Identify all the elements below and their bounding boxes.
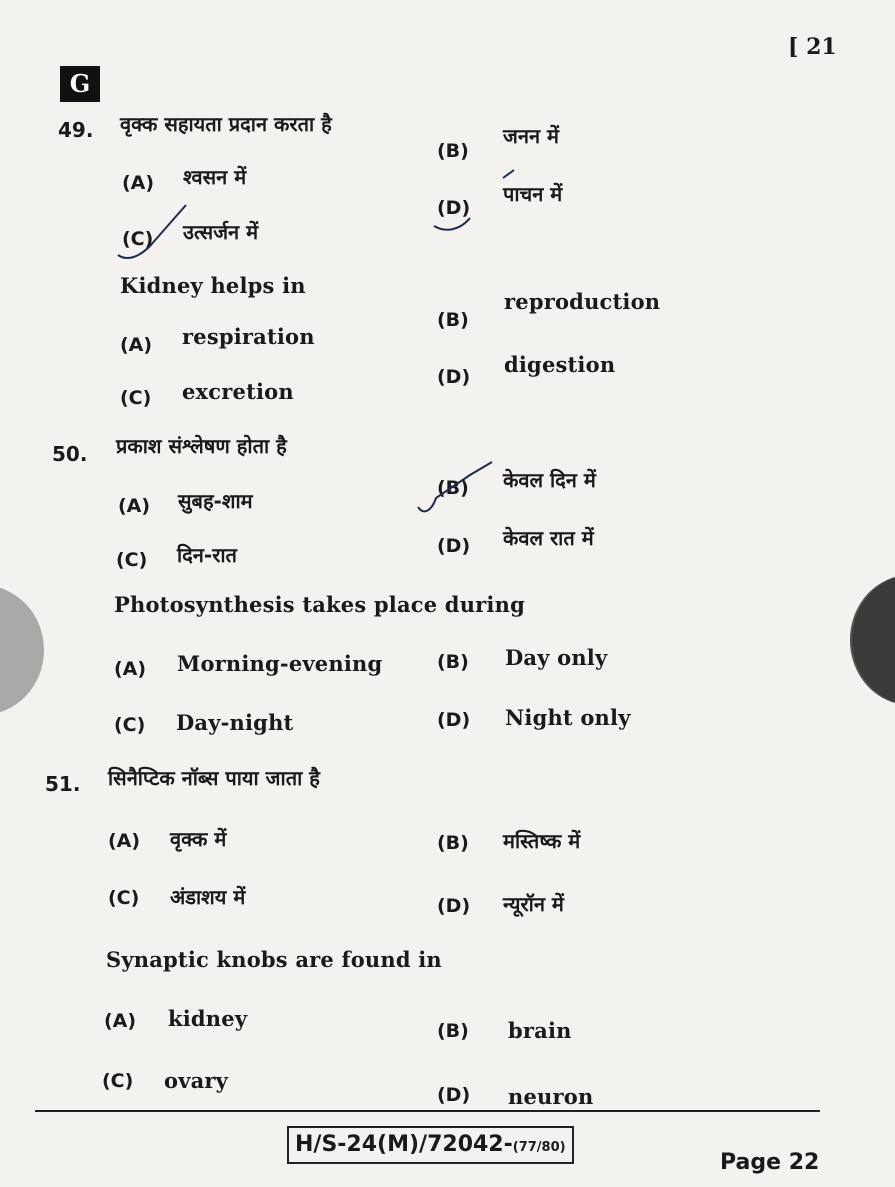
option-text: उत्सर्जन में — [183, 220, 259, 244]
footer-rule — [35, 1110, 820, 1112]
paper-code — [287, 1126, 574, 1164]
option-key: (D) — [437, 895, 471, 917]
option-key: (B) — [437, 309, 469, 331]
option-text: पाचन में — [503, 182, 563, 206]
section-badge: G — [60, 66, 100, 102]
tick-mark-q49-d — [434, 218, 470, 230]
option-text: digestion — [504, 352, 616, 377]
question-number: 50. — [52, 442, 88, 466]
option-text: न्यूरॉन में — [503, 892, 564, 916]
option-text: excretion — [182, 379, 294, 404]
option-text: reproduction — [504, 289, 661, 314]
option-text: मस्तिष्क में — [503, 829, 581, 853]
option-key: (B) — [437, 477, 469, 499]
question-prompt-hindi: प्रकाश संश्लेषण होता है — [116, 434, 287, 458]
option-key: (A) — [108, 830, 141, 852]
option-text: neuron — [508, 1084, 594, 1109]
page-number: Page 22 — [720, 1150, 820, 1175]
option-key: (D) — [437, 535, 471, 557]
option-key: (C) — [116, 549, 148, 571]
paper-code-suffix: (77/80) — [512, 1140, 566, 1155]
option-text: Night only — [505, 705, 631, 730]
question-prompt-english: Synaptic knobs are found in — [106, 947, 442, 972]
option-key: (A) — [104, 1010, 137, 1032]
question-prompt-hindi: सिनैप्टिक नॉब्स पाया जाता है — [108, 766, 320, 790]
option-text: brain — [508, 1018, 572, 1043]
option-key: (B) — [437, 140, 469, 162]
option-text: अंडाशय में — [170, 885, 246, 909]
option-text: केवल रात में — [503, 526, 594, 550]
option-key: (C) — [120, 387, 152, 409]
option-key: (C) — [122, 228, 154, 250]
option-key: (C) — [108, 887, 140, 909]
option-text: श्वसन में — [183, 165, 247, 189]
option-key: (A) — [114, 658, 147, 680]
option-text: वृक्क में — [170, 827, 227, 851]
option-key: (D) — [437, 1084, 471, 1106]
option-text: दिन-रात — [177, 543, 237, 567]
question-number: 51. — [45, 772, 81, 796]
option-key: (B) — [437, 832, 469, 854]
option-text: Day-night — [176, 710, 294, 735]
option-text: kidney — [168, 1006, 248, 1031]
option-text: जनन में — [503, 124, 559, 148]
option-key: (C) — [114, 714, 146, 736]
option-text: Morning-evening — [177, 651, 383, 676]
question-prompt-english: Kidney helps in — [120, 273, 306, 298]
option-key: (D) — [437, 709, 471, 731]
tick-mark-q49-d-dash — [503, 170, 514, 178]
option-text: सुबह-शाम — [178, 489, 253, 513]
tick-mark-q49-c — [118, 205, 186, 258]
tick-mark-q50-b — [418, 462, 492, 511]
option-text: केवल दिन में — [503, 468, 596, 492]
option-key: (D) — [437, 366, 471, 388]
paper-code-text: H/S-24(M)/72042- — [295, 1132, 513, 1157]
option-text: Day only — [505, 645, 608, 670]
option-key: (A) — [118, 495, 151, 517]
question-prompt-english: Photosynthesis takes place during — [114, 592, 525, 617]
option-key: (A) — [122, 172, 155, 194]
option-text: respiration — [182, 324, 315, 349]
option-text: ovary — [164, 1068, 229, 1093]
option-key: (C) — [102, 1070, 134, 1092]
option-key: (B) — [437, 651, 469, 673]
question-number: 49. — [58, 118, 94, 142]
page-reference: [ 21 — [788, 34, 837, 60]
option-key: (B) — [437, 1020, 469, 1042]
option-key: (A) — [120, 334, 153, 356]
option-key: (D) — [437, 197, 471, 219]
question-prompt-hindi: वृक्क सहायता प्रदान करता है — [120, 112, 332, 136]
